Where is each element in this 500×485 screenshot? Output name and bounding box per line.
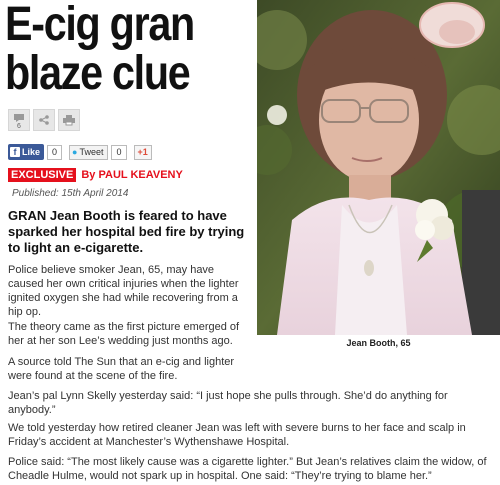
tweet-count: 0 (111, 145, 126, 160)
comments-count: 6 (17, 123, 21, 130)
printer-icon (62, 114, 76, 126)
social-share-bar (8, 144, 152, 160)
article-standfirst: GRAN Jean Booth is feared to have sparked her hospital bed fire by trying to light an e-cigarette. (8, 208, 245, 255)
article-photo (257, 0, 500, 335)
body-paragraph: A source told The Sun that an e-cig and lighter were found at the scene of the fire. (8, 356, 235, 382)
body-paragraph: We told yesterday how retired cleaner Jean was left with severe burns to her face and scalp in Friday’s accident at Manchester’s Wythenshawe Hospital. (8, 422, 466, 448)
facebook-like-count: 0 (47, 145, 62, 160)
portrait-illustration (257, 0, 500, 335)
twitter-bird-icon: ● (72, 146, 78, 157)
headline-line-1: E-cig gran (5, 0, 194, 51)
photo-caption: Jean Booth, 65 (346, 338, 411, 348)
comment-icon (13, 113, 25, 123)
facebook-icon: f (10, 147, 20, 157)
body-paragraph: Police believe smoker Jean, 65, may have caused her own critical injuries when the lighter ignited oxygen she had while recovering from a hip op. (8, 264, 239, 318)
google-plus-button[interactable]: +1 (134, 145, 152, 160)
comments-button[interactable] (8, 109, 30, 131)
exclusive-badge: EXCLUSIVE (8, 168, 76, 182)
share-button[interactable] (33, 109, 55, 131)
body-paragraph: Jean’s pal Lynn Skelly yesterday said: “I just hope she pulls through. She’d do anything for anybody.” (8, 390, 448, 416)
tweet-label: Tweet (79, 146, 104, 157)
headline-line-2: blaze clue (5, 47, 190, 100)
tweet-button[interactable] (69, 145, 108, 160)
body-paragraph: Police said: “The most likely cause was a cigarette lighter.” But Jean’s relatives claim the widow, of Cheadle Hulme, would not spark up in hospital. One said: “They’re trying to blame her.” (8, 456, 487, 482)
author-link[interactable]: By PAUL KEAVENY (81, 169, 183, 181)
print-button[interactable] (58, 109, 80, 131)
share-icon (38, 114, 50, 126)
published-date: Published: 15th April 2014 (12, 188, 129, 199)
byline (8, 168, 183, 182)
body-paragraph: The theory came as the first picture emerged of her at her son Lee’s wedding just months ago. (8, 321, 240, 347)
facebook-like-button[interactable] (8, 144, 44, 160)
article-tools (8, 109, 80, 131)
facebook-like-label: Like (22, 147, 41, 157)
article-headline (5, 0, 220, 98)
